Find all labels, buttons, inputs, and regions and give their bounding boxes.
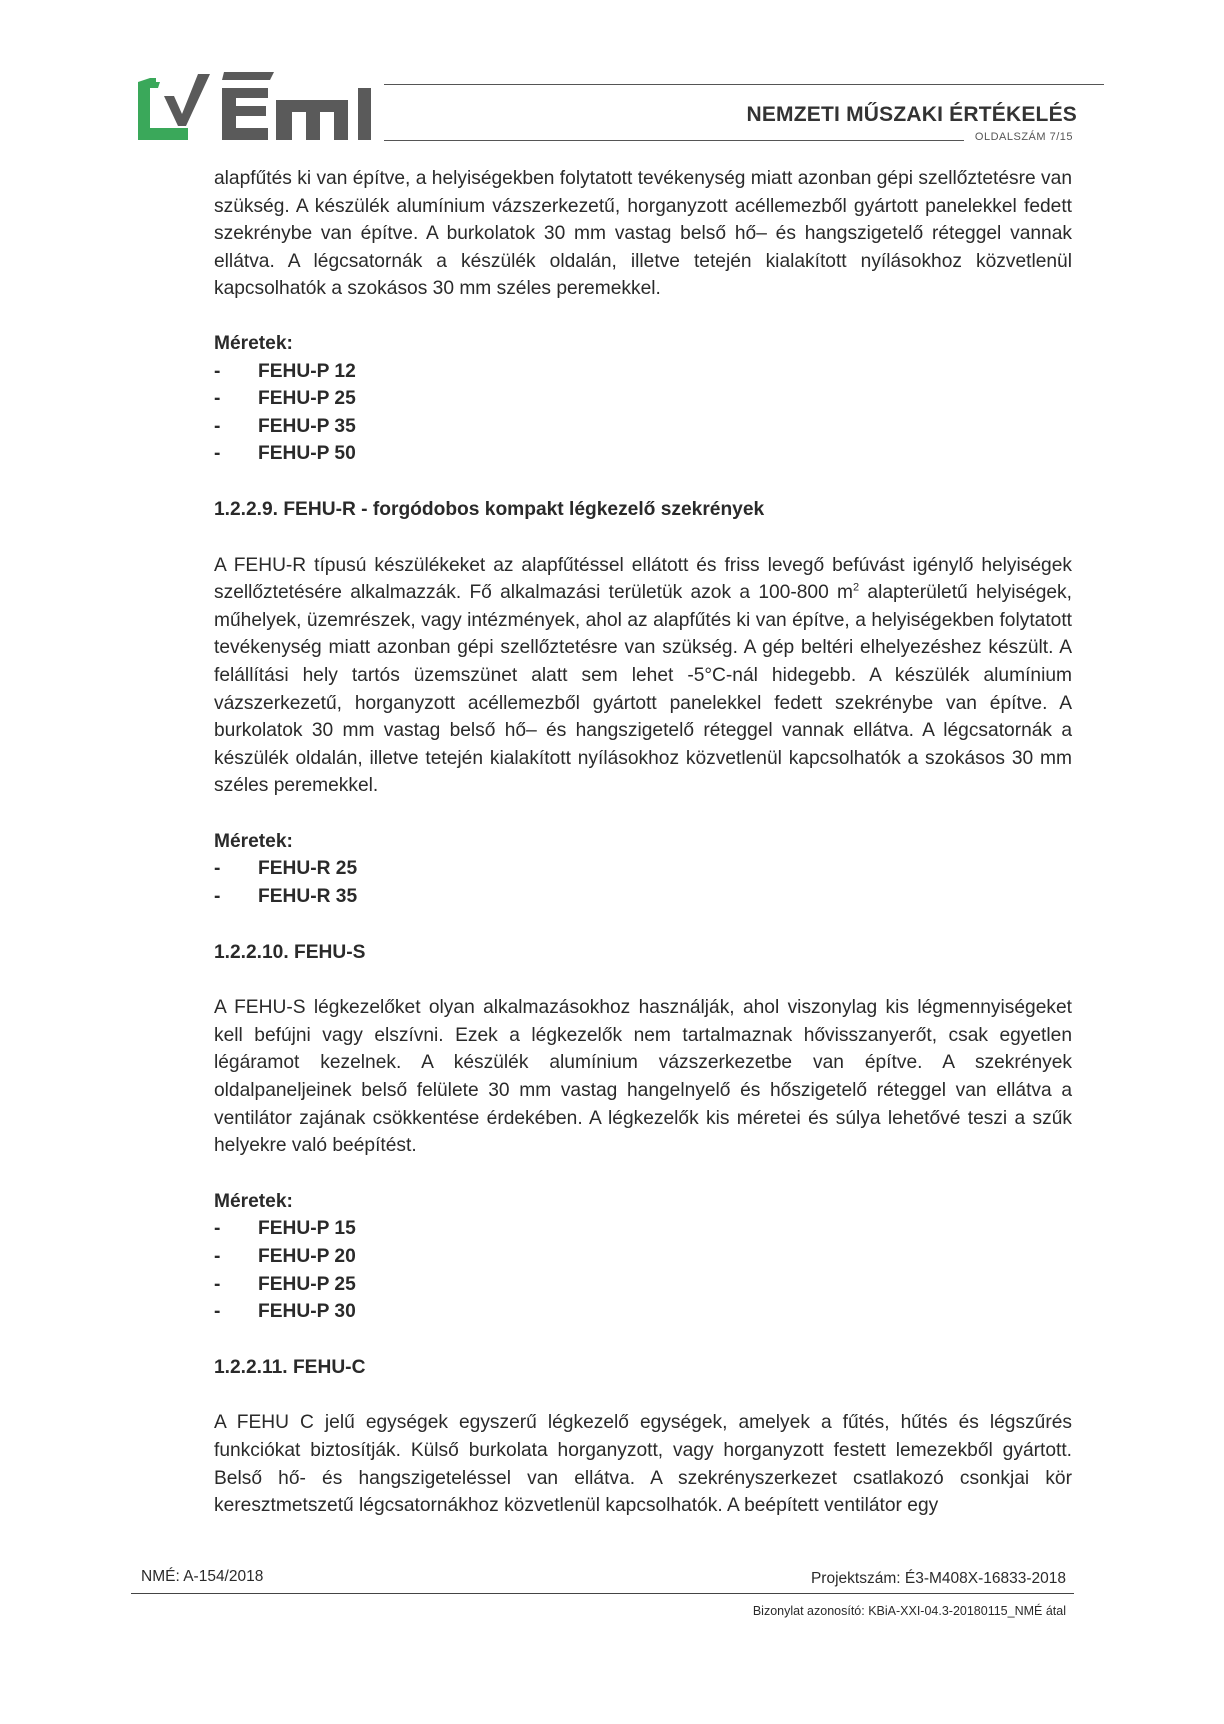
section-heading-fehu-s: 1.2.2.10. FEHU-S <box>214 941 366 963</box>
list-item: - FEHU-P 20 <box>214 1246 356 1267</box>
fehu-r-paragraph: A FEHU-R típusú készülékeket az alapfűtéssel ellátott és friss levegő befúvást igénylő helyiségek szellőztetésére alkalmazzák. Fő alkalmazási területük azok a 100-800 $m^2$ alapterületű helyiségek, műhelyek, üzemrészek, vagy intézmények, ahol az alapfűtés ki van építve, a helyiségekben folytatott tevékenység miatt azonban gépi szellőztetésre van szükség. A gép beltéri elhelyezéshez készült. A felállítási hely tartós üzemszünet alatt sem lehet -5°C-nál hidegebb. A készülék alumínium vázszerkezetű, horganyzott acéllemezből gyártott panelekkel fedett szekrénybe van építve. A burkolatok 30 mm vastag belső hő– és hangszigetelő réteggel vannak ellátva. A légcsatornák a készülék oldalán, illetve tetején kialakított nyílásokhoz közvetlenül kapcsolhatók a szokásos 30 mm széles peremekkel. <box>214 554 1072 797</box>
sizes-label: Méretek: <box>214 830 293 852</box>
list-item: - FEHU-P 35 <box>214 415 356 437</box>
list-item: - FEHU-R 25 <box>214 858 358 880</box>
logo-bracket-icon <box>138 78 188 140</box>
sizes-list-r <box>214 855 1072 910</box>
sizes-list-p <box>214 358 1072 468</box>
list-item: - FEHU-R 35 <box>214 886 358 908</box>
section-heading-fehu-c: 1.2.2.11. FEHU-C <box>214 1356 366 1378</box>
sizes-label: Méretek: <box>214 332 293 354</box>
list-item: - FEHU-P 25 <box>214 388 356 410</box>
list-item: - FEHU-P 25 <box>214 1273 356 1295</box>
footer-rule <box>131 1593 1074 1594</box>
intro-paragraph: alapfűtés ki van építve, a helyiségekben folytatott tevékenység miatt azonban gépi szellőztetésre van szükség. A készülék alumínium vázszerkezetű, horganyzott acéllemezből gyártott panelekkel fedett szekrénybe van építve. A burkolatok 30 mm vastag belső hő– és hangszigetelő réteggel vannak ellátva. A légcsatornák a készülék oldalán, illetve tetején kialakított nyílásokhoz közvetlenül kapcsolhatók a szokásos 30 mm széles peremekkel. <box>214 168 1072 300</box>
logo-letter-e <box>222 72 274 80</box>
header-rule-bottom <box>384 140 964 141</box>
list-item: - FEHU-P 30 <box>214 1301 356 1323</box>
page-number: OLDALSZÁM 7/15 <box>974 131 1073 143</box>
list-item: - FEHU-P 12 <box>214 360 356 382</box>
list-item: - FEHU-P 15 <box>214 1218 356 1240</box>
document-body <box>214 165 1072 1520</box>
header-rule-top <box>384 84 1104 85</box>
footer-nme-number: NMÉ: A-154/2018 <box>141 1568 264 1585</box>
fehu-s-paragraph: A FEHU-S légkezelőket olyan alkalmazásokhoz használják, ahol viszonylag kis légmennyiségeket kell befújni vagy elszívni. Ezek a légkezelők nem tartalmaznak hővisszanyerőt, csak egyetlen légáramot kezelnek. A készülék alumínium vázszerkezetbe van építve. A szekrények oldalpaneljeinek belső felülete 30 mm vastag hangelnyelő és hőszigetelő réteggel van ellátva a ventilátor zajának csökkentése érdekében. A légkezelők kis méretei és súlya lehetővé teszi a szűk helyekre való beépítést. <box>214 997 1072 1157</box>
logo-check-icon <box>164 74 210 126</box>
sizes-label: Méretek: <box>214 1190 293 1212</box>
list-item: - FEHU-P 50 <box>214 443 356 465</box>
footer-project-number: Projektszám: É3-M408X-16833-2018 <box>810 1570 1066 1587</box>
logo-letter-i <box>358 88 371 140</box>
footer-document-id: Bizonylat azonosító: KBiA-XXI-04.3-20180115_NMÉ átal <box>752 1604 1066 1618</box>
section-heading-fehu-r: 1.2.2.9. FEHU-R - forgódobos kompakt légkezelő szekrények <box>214 498 765 520</box>
emi-logo <box>136 66 376 146</box>
sizes-list-s <box>214 1215 1072 1325</box>
header-title: NEMZETI MŰSZAKI ÉRTÉKELÉS <box>746 103 1077 126</box>
logo-letter-m <box>276 100 348 140</box>
fehu-c-paragraph: A FEHU C jelű egységek egyszerű légkezelő egységek, amelyek a fűtés, hűtés és légszűrés funkciókat biztosítják. Külső burkolata horganyzott, vagy horganyzott festett lemezekből gyártott. Belső hő- és hangszigeteléssel van ellátva. A szekrényszerkezet csatlakozó csonkjai kör keresztmetszetű légcsatornákhoz közvetlenül kapcsolhatók. A beépített ventilátor egy <box>214 1412 1072 1517</box>
